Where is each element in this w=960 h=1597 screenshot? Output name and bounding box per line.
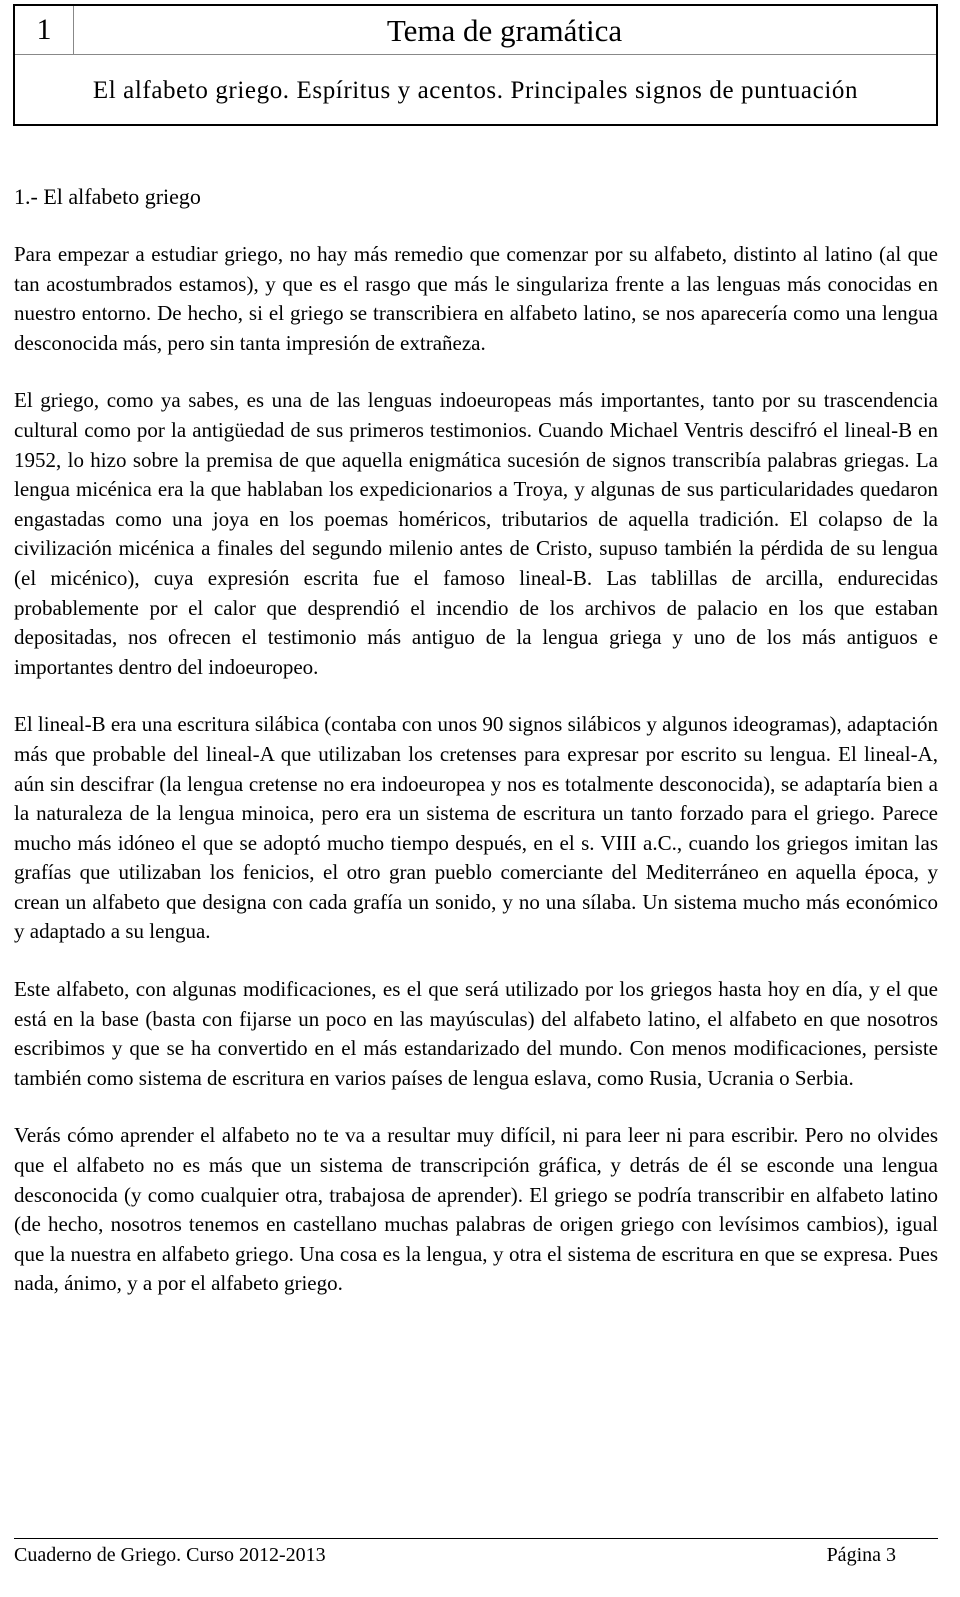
paragraph-1: Para empezar a estudiar griego, no hay más remedio que comenzar por su alfabeto, distinto al latino (al que tan acostumbrados estamos), y que es el rasgo que más le singulariza frente a las lenguas más conocidas en nuestro entorno. De hecho, si el griego se transcribiera en alfabeto latino, se nos aparecería como una lengua desconocida más, pero sin tanta impresión de extrañeza. — [14, 242, 938, 355]
chapter-header — [13, 4, 938, 126]
page-number: Página 3 — [826, 1544, 896, 1566]
chapter-subtitle: El alfabeto griego. Espíritus y acentos. Principales signos de puntuación — [92, 77, 859, 104]
chapter-header-row — [15, 6, 936, 55]
chapter-number: 1 — [15, 6, 74, 54]
chapter-title: Tema de gramática — [386, 13, 623, 48]
section-heading: 1.- El alfabeto griego — [14, 184, 201, 209]
paragraph-4: Este alfabeto, con algunas modificaciones, es el que será utilizado por los griegos hasta hoy en día, y el que está en la base (basta con fijarse un poco en las mayúsculas) del alfabeto latino, el alfabeto en que nosotros escribimos y que se ha convertido en el más estandarizado del mundo. Con menos modificaciones, persiste también como sistema de escritura en varios países de lengua eslava, como Rusia, Ucrania o Serbia. — [14, 977, 938, 1090]
page-body — [14, 182, 938, 1327]
footer-divider — [14, 1538, 938, 1539]
paragraph-5: Verás cómo aprender el alfabeto no te va a resultar muy difícil, ni para leer ni para escribir. Pero no olvides que el alfabeto no es más que un sistema de transcripción gráfica, y detrás de él se esconde una lengua desconocida (y como cualquier otra, trabajosa de aprender). El griego se podría transcribir en alfabeto latino (de hecho, nosotros tenemos en castellano muchas palabras de origen griego con levísimos cambios), igual que la nuestra en alfabeto griego. Una cosa es la lengua, y otra el sistema de escritura en que se expresa. Pues nada, ánimo, y a por el alfabeto griego. — [14, 1123, 938, 1296]
paragraph-2: El griego, como ya sabes, es una de las lenguas indoeuropeas más importantes, tanto por su trascendencia cultural como por la antigüedad de sus primeros testimonios. Cuando Michael Ventris descifró el lineal-B en 1952, lo hizo sobre la premisa de que aquella enigmática sucesión de signos transcribía palabras griegas. La lengua micénica era la que hablaban los expedicionarios a Troya, y algunas de sus particularidades quedaron engastadas como una joya en los poemas homéricos, tributarios de aquella tradición. El colapso de la civilización micénica a finales del segundo milenio antes de Cristo, supuso también la pérdida de su lengua (el micénico), cuya expresión escrita fue el famoso lineal-B. Las tablillas de arcilla, endurecidas probablemente por el calor que desprendió el incendio de los archivos de palacio en los que estaban depositadas, nos ofrecen el testimonio más antiguo de la lengua griega y uno de los más antiguos e importantes dentro del indoeuropeo. — [14, 388, 938, 679]
paragraph-3: El lineal-B era una escritura silábica (contaba con unos 90 signos silábicos y algunos ideogramas), adaptación más que probable del lineal-A que utilizaban los cretenses para expresar por escrito su lengua. El lineal-A, aún sin descifrar (la lengua cretense no era indoeuropea y nos es totalmente desconocida), se adaptaría bien a la naturaleza de la lengua minoica, pero era un sistema de escritura un tanto forzado para el griego. Parece mucho más idóneo el que se adoptó mucho tiempo después, en el s. VIII a.C., cuando los griegos imitan las grafías que utilizaban los fenicios, el otro gran pueblo comerciante del Mediterráneo en aquella época, y crean un alfabeto que designa con cada grafía un sonido, y no una sílaba. Un sistema mucho más económico y adaptado a su lengua. — [14, 712, 938, 944]
footer-course-label: Cuaderno de Griego. Curso 2012-2013 — [14, 1544, 326, 1566]
